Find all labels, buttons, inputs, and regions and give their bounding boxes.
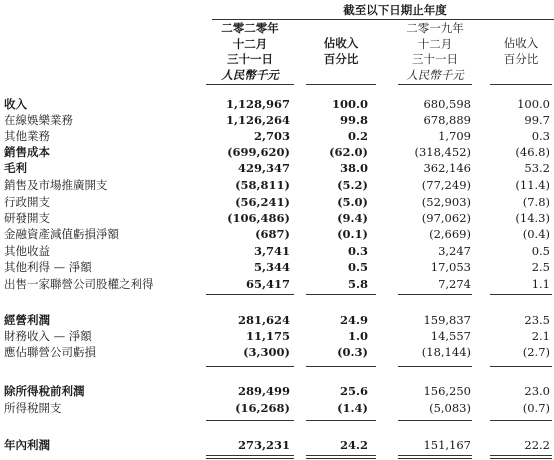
value-2020: (16,268) xyxy=(235,401,290,415)
value-2020: (3,300) xyxy=(243,345,290,359)
pct-2020: 99.8 xyxy=(339,113,368,127)
row-label: 出售一家聯營公司股權之利得 xyxy=(4,277,154,291)
pct-2020: 25.6 xyxy=(339,384,368,398)
table-row xyxy=(0,276,554,292)
pct-2019: 2.1 xyxy=(531,329,550,343)
table-row xyxy=(0,383,554,399)
row-label: 銷售及市場推廣開支 xyxy=(4,178,108,192)
table-row xyxy=(0,160,554,176)
header-rule xyxy=(206,84,294,85)
header-pct-line1: 佔收入 xyxy=(323,36,359,50)
value-2019: (18,144) xyxy=(421,345,471,359)
row-label: 年內利潤 xyxy=(4,438,50,452)
header-day-2019: 三十一日 xyxy=(412,52,458,66)
value-2019: 159,837 xyxy=(423,313,471,327)
row-label: 毛利 xyxy=(4,161,27,175)
pct-2020: (5.2) xyxy=(337,178,368,192)
value-2019: (77,249) xyxy=(421,178,471,192)
header-unit-2020: 人民幣千元 xyxy=(221,67,279,82)
row-label: 財務收入 — 淨額 xyxy=(4,329,92,343)
value-2020: (106,486) xyxy=(227,211,290,225)
header-rule xyxy=(306,84,376,85)
pct-2020: 38.0 xyxy=(339,161,368,175)
row-label: 應佔聯營公司虧損 xyxy=(4,345,96,359)
total-double-rule xyxy=(306,455,376,459)
pct-2020: 0.3 xyxy=(347,244,368,258)
row-label: 所得稅開支 xyxy=(4,401,62,415)
pct-2019: (7.8) xyxy=(522,195,550,209)
table-row xyxy=(0,328,554,344)
value-2020: 289,499 xyxy=(237,384,290,398)
header-pct-line1: 佔收入 xyxy=(503,36,539,50)
pct-2019: (0.7) xyxy=(522,401,550,415)
table-row xyxy=(0,112,554,128)
total-double-rule xyxy=(490,455,552,459)
table-row xyxy=(0,259,554,275)
pct-2019: 1.1 xyxy=(531,277,550,291)
pct-2020: (0.3) xyxy=(337,345,368,359)
row-label: 其他業務 xyxy=(4,129,50,143)
subtotal-rule xyxy=(398,294,472,295)
value-2020: 429,347 xyxy=(237,161,290,175)
row-label: 其他利得 — 淨額 xyxy=(4,260,92,274)
value-2019: 7,274 xyxy=(438,277,471,291)
table-row xyxy=(0,226,554,242)
header-year-2019: 二零一九年 xyxy=(406,21,464,35)
value-2019: (2,669) xyxy=(429,227,471,241)
value-2020: (56,241) xyxy=(235,195,290,209)
value-2020: 2,703 xyxy=(253,129,290,143)
column-header-2020 xyxy=(206,21,294,83)
subtotal-rule xyxy=(206,366,294,367)
row-label: 其他收益 xyxy=(4,244,50,258)
value-2020: (699,620) xyxy=(227,145,290,159)
value-2020: 11,175 xyxy=(245,329,290,343)
table-row xyxy=(0,194,554,210)
value-2019: (97,062) xyxy=(421,211,471,225)
header-month-2019: 十二月 xyxy=(417,36,453,51)
pct-2020: (1.4) xyxy=(337,401,368,415)
pct-2019: (2.7) xyxy=(522,345,550,359)
row-label: 除所得稅前利潤 xyxy=(4,384,85,398)
row-label: 研發開支 xyxy=(4,211,50,225)
column-header-2019 xyxy=(398,21,472,83)
row-label: 行政開支 xyxy=(4,195,50,209)
value-2019: 17,053 xyxy=(430,260,471,274)
value-2020: 65,417 xyxy=(245,277,290,291)
pct-2020: (0.1) xyxy=(337,227,368,241)
pct-2020: 0.2 xyxy=(347,129,368,143)
pct-2019: (0.4) xyxy=(522,227,550,241)
value-2019: 151,167 xyxy=(423,438,471,452)
table-row xyxy=(0,400,554,416)
value-2019: 156,250 xyxy=(423,384,471,398)
pct-2019: (46.8) xyxy=(515,145,550,159)
value-2020: 3,741 xyxy=(253,244,290,258)
pct-2020: 1.0 xyxy=(347,329,368,343)
pct-2020: (5.0) xyxy=(337,195,368,209)
pct-2019: 0.5 xyxy=(531,244,550,258)
pct-2020: (62.0) xyxy=(329,145,368,159)
table-row xyxy=(0,243,554,259)
table-row xyxy=(0,128,554,144)
value-2019: 678,889 xyxy=(423,113,471,127)
pct-2019: 53.2 xyxy=(524,161,550,175)
header-pct-line2: 百分比 xyxy=(323,51,359,66)
pct-2019: 2.5 xyxy=(531,260,550,274)
value-2020: 5,344 xyxy=(253,260,290,274)
subtotal-rule xyxy=(398,366,472,367)
table-row xyxy=(0,144,554,160)
value-2020: 281,624 xyxy=(237,313,290,327)
row-label: 金融資產減值虧損淨額 xyxy=(4,227,119,241)
row-label: 銷售成本 xyxy=(4,145,50,159)
value-2019: (52,903) xyxy=(421,195,471,209)
subtotal-rule xyxy=(206,420,294,421)
pct-2020: 5.8 xyxy=(347,277,368,291)
pct-2019: 99.7 xyxy=(524,113,550,127)
value-2020: (687) xyxy=(255,227,290,241)
total-double-rule xyxy=(206,455,294,459)
pct-2020: (9.4) xyxy=(337,211,368,225)
column-header-pct-2019 xyxy=(490,36,552,67)
subtotal-rule xyxy=(206,294,294,295)
pct-2020: 100.0 xyxy=(331,97,368,111)
period-title: 截至以下日期止年度 xyxy=(343,3,447,17)
subtotal-rule xyxy=(398,420,472,421)
pct-2019: (11.4) xyxy=(515,178,550,192)
subtotal-rule xyxy=(306,366,376,367)
value-2020: (58,811) xyxy=(235,178,290,192)
header-day-2020: 三十一日 xyxy=(227,52,273,66)
pct-2019: 22.2 xyxy=(524,438,550,452)
pct-2019: 0.3 xyxy=(531,129,550,143)
period-rule xyxy=(212,19,554,20)
table-row xyxy=(0,344,554,360)
subtotal-rule xyxy=(306,294,376,295)
subtotal-rule xyxy=(490,420,552,421)
pct-2019: (14.3) xyxy=(515,211,550,225)
value-2019: 1,709 xyxy=(438,129,471,143)
value-2019: 14,557 xyxy=(430,329,471,343)
header-unit-2019: 人民幣千元 xyxy=(406,67,464,82)
header-rule xyxy=(490,84,552,85)
header-year-2020: 二零二零年 xyxy=(221,21,279,35)
column-header-pct-2020 xyxy=(306,36,376,67)
value-2020: 1,126,264 xyxy=(225,113,290,127)
pct-2020: 0.5 xyxy=(347,260,368,274)
table-row xyxy=(0,437,554,453)
value-2019: (5,083) xyxy=(429,401,471,415)
pct-2019: 23.0 xyxy=(524,384,550,398)
header-month-2020: 十二月 xyxy=(232,36,268,51)
row-label: 經營利潤 xyxy=(4,313,50,327)
value-2020: 273,231 xyxy=(237,438,290,452)
value-2019: 362,146 xyxy=(423,161,471,175)
table-row xyxy=(0,177,554,193)
header-rule xyxy=(398,84,472,85)
subtotal-rule xyxy=(490,294,552,295)
table-row xyxy=(0,96,554,112)
value-2020: 1,128,967 xyxy=(225,97,290,111)
header-pct-line2: 百分比 xyxy=(503,51,539,66)
pct-2019: 23.5 xyxy=(524,313,550,327)
total-double-rule xyxy=(398,455,472,459)
value-2019: (318,452) xyxy=(414,145,471,159)
pct-2020: 24.9 xyxy=(339,313,368,327)
table-row xyxy=(0,210,554,226)
subtotal-rule xyxy=(490,366,552,367)
subtotal-rule xyxy=(306,420,376,421)
row-label: 在線娛樂業務 xyxy=(4,113,73,127)
pct-2020: 24.2 xyxy=(339,438,368,452)
row-label: 收入 xyxy=(4,97,27,111)
pct-2019: 100.0 xyxy=(517,97,550,111)
value-2019: 3,247 xyxy=(438,244,471,258)
value-2019: 680,598 xyxy=(423,97,471,111)
table-row xyxy=(0,312,554,328)
